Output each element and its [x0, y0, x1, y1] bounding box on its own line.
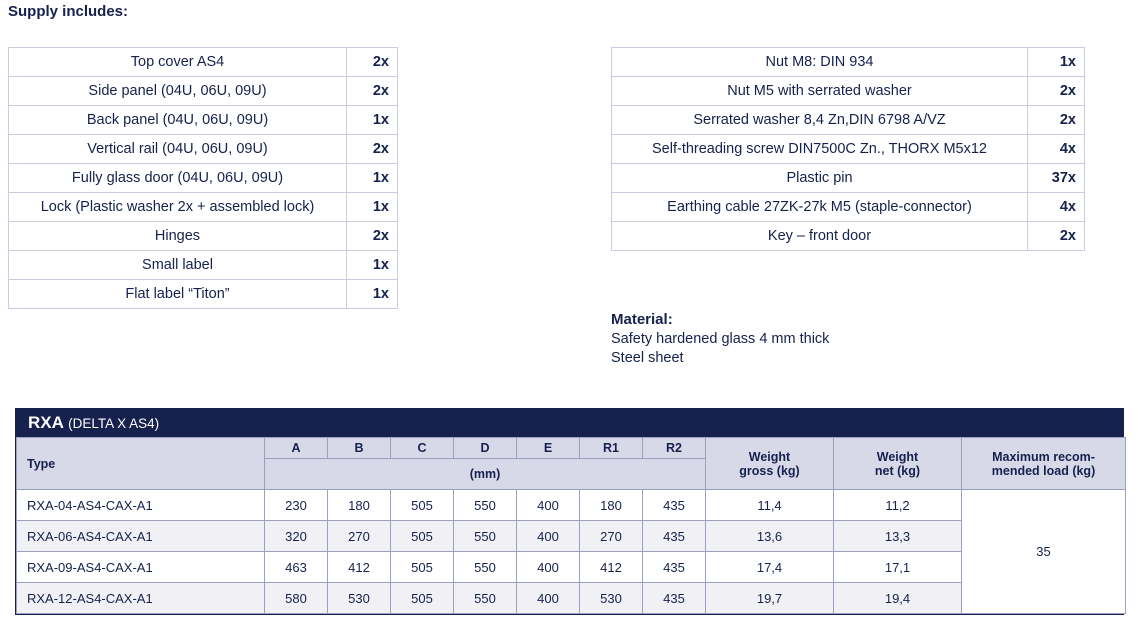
cell-r2: 435: [643, 490, 706, 521]
supply-item-name: Fully glass door (04U, 06U, 09U): [9, 164, 347, 193]
material-title: Material:: [611, 311, 673, 328]
table-row: [612, 193, 1085, 222]
page-title: Supply includes:: [8, 3, 129, 20]
cell-d: 550: [454, 552, 517, 583]
cell-c: 505: [391, 521, 454, 552]
cell-c: 505: [391, 490, 454, 521]
table-row: [612, 48, 1085, 77]
spec-title-code: RXA: [28, 413, 64, 432]
supply-item-name: Back panel (04U, 06U, 09U): [9, 106, 347, 135]
weight-gross-line-2: gross (kg): [739, 463, 800, 478]
cell-r2: 435: [643, 521, 706, 552]
cell-weight-gross: 11,4: [706, 490, 834, 521]
cell-b: 180: [328, 490, 391, 521]
col-header-weight-gross: [706, 438, 834, 490]
spec-header-row: [17, 438, 1126, 459]
supply-item-name: Vertical rail (04U, 06U, 09U): [9, 135, 347, 164]
cell-d: 550: [454, 521, 517, 552]
supply-item-name: Hinges: [9, 222, 347, 251]
table-row: [9, 280, 398, 309]
specification-table: [16, 437, 1126, 614]
col-header-c: C: [391, 438, 454, 459]
supply-item-qty: 2x: [347, 222, 398, 251]
supply-item-name: Side panel (04U, 06U, 09U): [9, 77, 347, 106]
supply-item-qty: 4x: [1028, 135, 1085, 164]
cell-weight-gross: 19,7: [706, 583, 834, 614]
unit-label-mm: (mm): [265, 459, 706, 490]
supply-item-qty: 1x: [347, 193, 398, 222]
col-header-r1: R1: [580, 438, 643, 459]
supply-item-qty: 37x: [1028, 164, 1085, 193]
table-row: [9, 164, 398, 193]
spec-title-sub: (DELTA X AS4): [68, 416, 160, 431]
supply-item-qty: 1x: [347, 164, 398, 193]
weight-net-line-2: net (kg): [874, 463, 921, 478]
supply-item-name: Earthing cable 27ZK-27k M5 (staple-connector): [612, 193, 1028, 222]
supply-item-qty: 2x: [1028, 222, 1085, 251]
supply-item-qty: 1x: [347, 106, 398, 135]
col-header-a: A: [265, 438, 328, 459]
cell-type: RXA-04-AS4-CAX-A1: [17, 490, 265, 521]
table-row: [17, 490, 1126, 521]
supply-item-qty: 1x: [347, 251, 398, 280]
col-header-b: B: [328, 438, 391, 459]
col-header-weight-net: [834, 438, 962, 490]
cell-r1: 270: [580, 521, 643, 552]
cell-d: 550: [454, 583, 517, 614]
cell-r2: 435: [643, 583, 706, 614]
cell-a: 320: [265, 521, 328, 552]
supply-item-qty: 2x: [1028, 77, 1085, 106]
cell-r1: 530: [580, 583, 643, 614]
supply-includes-right-table: [611, 47, 1085, 251]
cell-a: 463: [265, 552, 328, 583]
supply-item-name: Flat label “Titon”: [9, 280, 347, 309]
supply-includes-left-table: [8, 47, 398, 309]
cell-r2: 435: [643, 552, 706, 583]
supply-item-qty: 2x: [347, 135, 398, 164]
table-row: [612, 77, 1085, 106]
cell-e: 400: [517, 552, 580, 583]
supply-item-qty: 2x: [1028, 106, 1085, 135]
cell-r1: 180: [580, 490, 643, 521]
cell-c: 505: [391, 583, 454, 614]
cell-d: 550: [454, 490, 517, 521]
supply-item-name: Key – front door: [612, 222, 1028, 251]
cell-a: 230: [265, 490, 328, 521]
col-header-max-load: [962, 438, 1126, 490]
cell-e: 400: [517, 490, 580, 521]
supply-item-name: Lock (Plastic washer 2x + assembled lock): [9, 193, 347, 222]
specification-table-block: [15, 408, 1124, 615]
table-row: [17, 583, 1126, 614]
supply-item-qty: 2x: [347, 48, 398, 77]
col-header-d: D: [454, 438, 517, 459]
table-row: [9, 135, 398, 164]
supply-item-name: Nut M5 with serrated washer: [612, 77, 1028, 106]
cell-e: 400: [517, 521, 580, 552]
supply-item-name: Serrated washer 8,4 Zn,DIN 6798 A/VZ: [612, 106, 1028, 135]
supply-item-name: Small label: [9, 251, 347, 280]
max-load-line-2: mended load (kg): [991, 463, 1096, 478]
table-row: [612, 164, 1085, 193]
cell-a: 580: [265, 583, 328, 614]
table-row: [9, 48, 398, 77]
spec-table-title: [16, 409, 1123, 437]
supply-item-qty: 1x: [1028, 48, 1085, 77]
col-header-e: E: [517, 438, 580, 459]
cell-weight-net: 13,3: [834, 521, 962, 552]
col-header-type: Type: [17, 438, 265, 490]
cell-r1: 412: [580, 552, 643, 583]
weight-net-line-1: Weight: [876, 449, 919, 464]
cell-type: RXA-09-AS4-CAX-A1: [17, 552, 265, 583]
supply-item-name: Top cover AS4: [9, 48, 347, 77]
cell-e: 400: [517, 583, 580, 614]
table-row: [17, 521, 1126, 552]
cell-type: RXA-06-AS4-CAX-A1: [17, 521, 265, 552]
cell-weight-net: 19,4: [834, 583, 962, 614]
cell-max-load: 35: [962, 490, 1126, 614]
table-row: [612, 135, 1085, 164]
max-load-line-1: Maximum recom-: [992, 449, 1095, 464]
table-row: [17, 552, 1126, 583]
supply-item-qty: 2x: [347, 77, 398, 106]
cell-b: 412: [328, 552, 391, 583]
table-row: [9, 106, 398, 135]
cell-c: 505: [391, 552, 454, 583]
material-line-1: Safety hardened glass 4 mm thick: [611, 331, 830, 348]
cell-weight-net: 11,2: [834, 490, 962, 521]
cell-weight-gross: 13,6: [706, 521, 834, 552]
table-row: [9, 251, 398, 280]
supply-item-qty: 4x: [1028, 193, 1085, 222]
cell-type: RXA-12-AS4-CAX-A1: [17, 583, 265, 614]
supply-item-name: Nut M8: DIN 934: [612, 48, 1028, 77]
cell-weight-net: 17,1: [834, 552, 962, 583]
cell-b: 270: [328, 521, 391, 552]
material-line-2: Steel sheet: [611, 349, 684, 366]
table-row: [612, 222, 1085, 251]
table-row: [9, 222, 398, 251]
weight-gross-line-1: Weight: [748, 449, 791, 464]
col-header-r2: R2: [643, 438, 706, 459]
table-row: [9, 77, 398, 106]
material-block: [611, 310, 829, 367]
supply-item-name: Plastic pin: [612, 164, 1028, 193]
supply-item-name: Self-threading screw DIN7500C Zn., THORX M5x12: [612, 135, 1028, 164]
table-row: [9, 193, 398, 222]
cell-b: 530: [328, 583, 391, 614]
cell-weight-gross: 17,4: [706, 552, 834, 583]
table-row: [612, 106, 1085, 135]
supply-item-qty: 1x: [347, 280, 398, 309]
